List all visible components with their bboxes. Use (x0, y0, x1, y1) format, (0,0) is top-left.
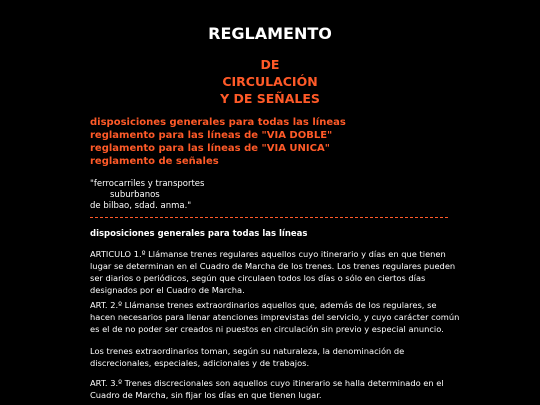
article-paragraph: ART. 2.º Llámanse trenes extraordinarios aquellos que, además de los regulares, se hacen necesarios para llenar atenciones imprevistas del servicio, y cuyo carácter común es el de no poder ser creados ni puestos en circulación sin previo y especial anuncio. (90, 300, 460, 334)
toc-link-via-doble[interactable]: reglamento para las líneas de "VIA DOBLE" (90, 130, 333, 141)
publisher-line: suburbanos (110, 190, 160, 200)
article-paragraph: ART. 3.º Trenes discrecionales son aquellos cuyo itinerario se halla determinado en el Cuadro de Marcha, sin fijar los días en que tienen lugar. (90, 378, 444, 400)
section-heading: disposiciones generales para todas las líneas (90, 229, 308, 239)
publisher-line: "ferrocarriles y transportes (90, 179, 205, 189)
toc-link-reglamento-senales[interactable]: reglamento de señales (90, 156, 219, 167)
dashed-divider (90, 217, 448, 218)
publisher-block (90, 179, 204, 212)
article-paragraph: ARTICULO 1.º Llámanse trenes regulares aquellos cuyo itinerario y días en que tienen lugar se determinan en el Cuadro de Marcha de los trenes. Los trenes regulares pueden ser diarios o periódicos, según que circulaen todos los días o sólo en ciertos días designados por el Cuadro de Marcha. (90, 249, 456, 295)
toc-link-disposiciones-generales[interactable]: disposiciones generales para todas las líneas (90, 117, 346, 128)
table-of-contents (90, 116, 346, 168)
subtitle-line: Y DE SEÑALES (220, 91, 320, 106)
publisher-line: de bilbao, sdad. anma." (90, 201, 192, 211)
article-paragraph: Los trenes extraordinarios toman, según su naturaleza, la denominación de discrecionales, especiales, adicionales y de trabajos. (90, 346, 405, 368)
subtitle-line: DE (260, 57, 280, 72)
page-title: REGLAMENTO (208, 24, 332, 43)
toc-link-via-unica[interactable]: reglamento para las líneas de "VIA UNICA" (90, 143, 330, 154)
subtitle-line: CIRCULACIÓN (222, 74, 318, 89)
page-subtitle (0, 56, 540, 107)
